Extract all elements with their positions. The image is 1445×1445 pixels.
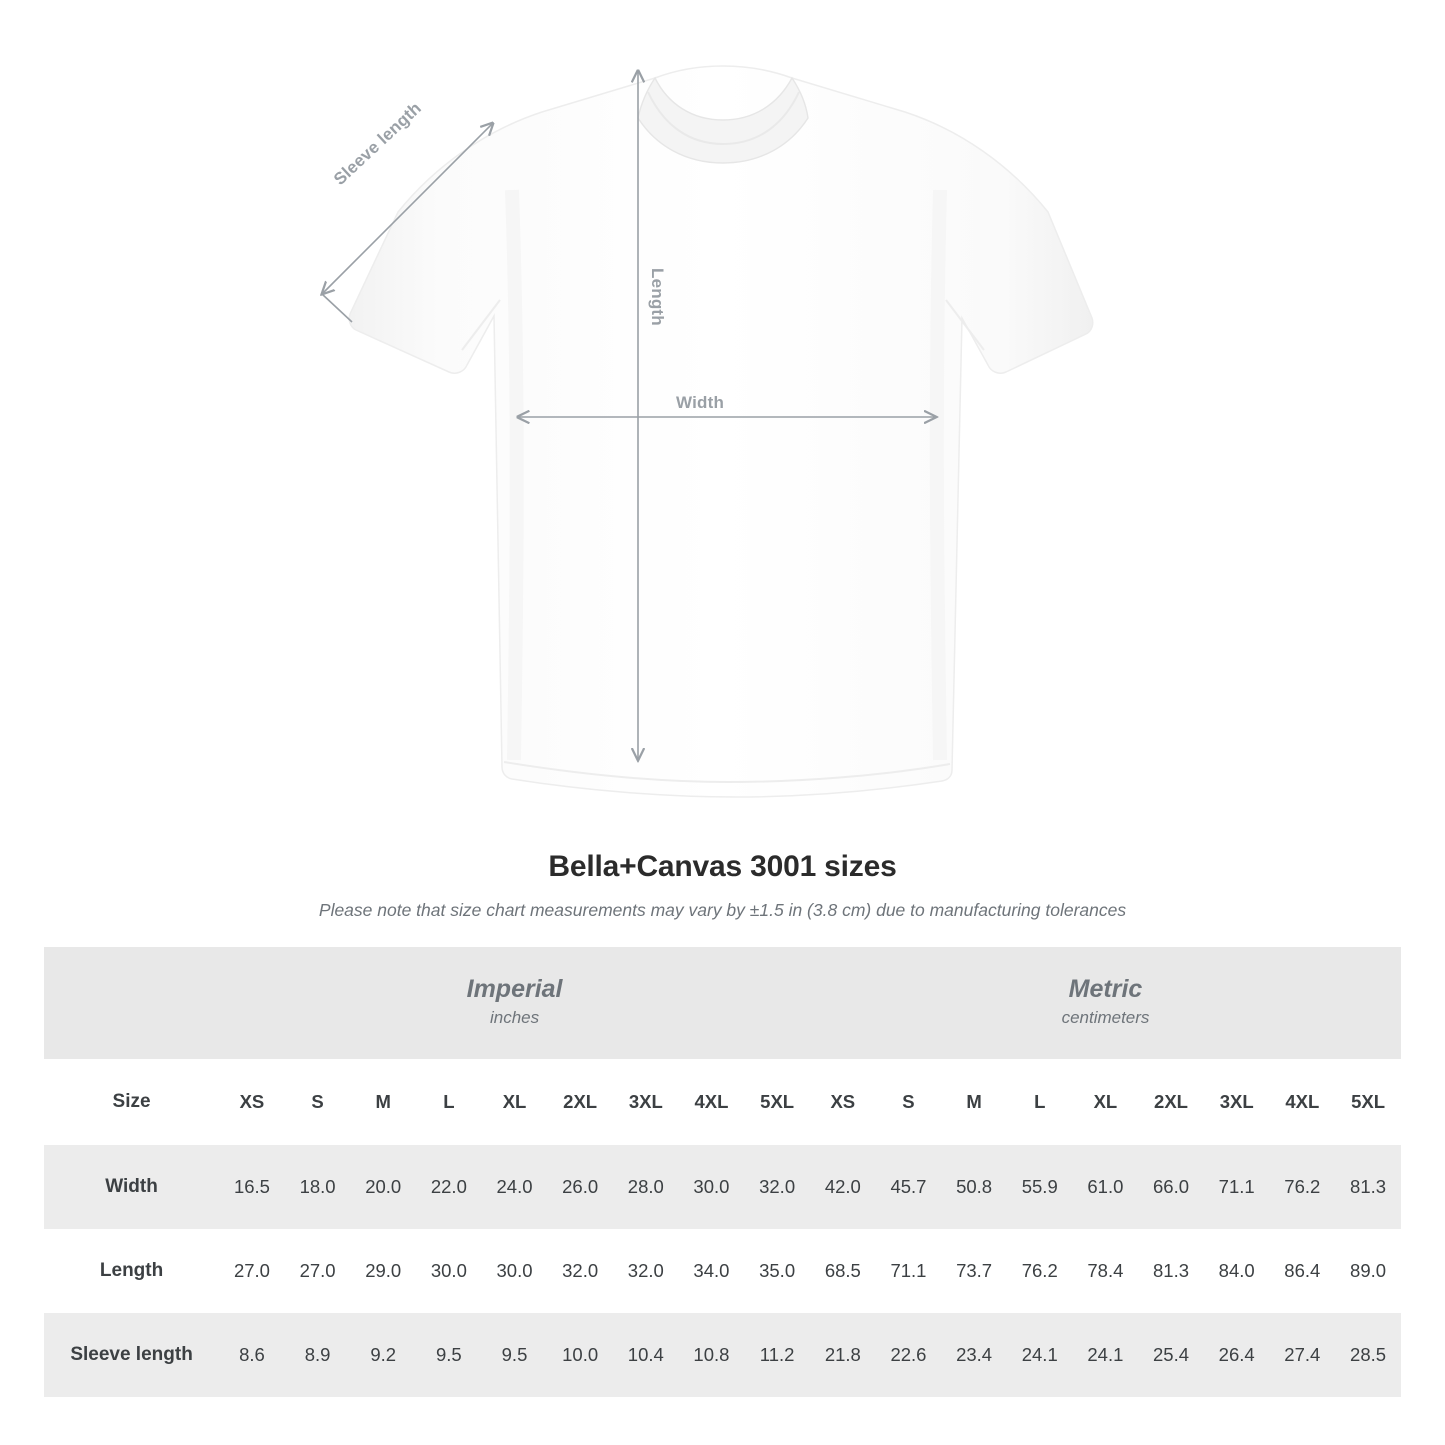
table-cell: 10.4 — [613, 1313, 679, 1397]
size-header-cell: 4XL — [1269, 1059, 1335, 1145]
size-header-cell: 4XL — [679, 1059, 745, 1145]
size-table-wrapper — [0, 947, 1445, 1397]
size-header-cell: 3XL — [613, 1059, 679, 1145]
table-cell: 50.8 — [941, 1145, 1007, 1229]
size-header-cell: 2XL — [1138, 1059, 1204, 1145]
tolerance-note: Please note that size chart measurements may vary by ±1.5 in (3.8 cm) due to manufacturing tolerances — [318, 900, 1127, 920]
table-cell: 28.0 — [613, 1145, 679, 1229]
table-cell: 76.2 — [1007, 1229, 1073, 1313]
table-cell: 21.8 — [810, 1313, 876, 1397]
imperial-group-name: Imperial — [466, 975, 563, 1004]
size-chart-table — [44, 947, 1401, 1397]
table-cell: 32.0 — [547, 1229, 613, 1313]
size-header-cell: XS — [810, 1059, 876, 1145]
table-cell: 22.6 — [876, 1313, 942, 1397]
table-cell: 89.0 — [1335, 1229, 1401, 1313]
unit-corner-cell — [44, 947, 219, 1059]
metric-group-unit: centimeters — [1061, 1007, 1150, 1027]
size-header-cell: M — [941, 1059, 1007, 1145]
table-cell: 76.2 — [1269, 1145, 1335, 1229]
table-cell: 73.7 — [941, 1229, 1007, 1313]
table-cell: 26.4 — [1204, 1313, 1270, 1397]
size-header-cell: M — [350, 1059, 416, 1145]
imperial-group-header — [219, 947, 810, 1059]
size-header-cell: S — [285, 1059, 351, 1145]
size-header-cell: 3XL — [1204, 1059, 1270, 1145]
size-header-cell: XL — [482, 1059, 548, 1145]
table-cell: 29.0 — [350, 1229, 416, 1313]
table-cell: 9.5 — [482, 1313, 548, 1397]
table-cell: 71.1 — [876, 1229, 942, 1313]
table-cell: 26.0 — [547, 1145, 613, 1229]
table-cell: 27.0 — [285, 1229, 351, 1313]
table-cell: 42.0 — [810, 1145, 876, 1229]
table-cell: 11.2 — [744, 1313, 810, 1397]
metric-group-name: Metric — [1068, 975, 1143, 1004]
table-cell: 27.4 — [1269, 1313, 1335, 1397]
table-cell: 20.0 — [350, 1145, 416, 1229]
table-cell: 25.4 — [1138, 1313, 1204, 1397]
chart-heading — [0, 850, 1445, 921]
table-cell: 10.0 — [547, 1313, 613, 1397]
imperial-group-unit: inches — [489, 1007, 540, 1027]
table-cell: 9.2 — [350, 1313, 416, 1397]
table-cell: 78.4 — [1073, 1229, 1139, 1313]
table-cell: 32.0 — [744, 1145, 810, 1229]
table-row — [44, 1229, 1401, 1313]
table-cell: 86.4 — [1269, 1229, 1335, 1313]
size-header-cell: 5XL — [1335, 1059, 1401, 1145]
table-cell: 24.1 — [1007, 1313, 1073, 1397]
table-cell: 66.0 — [1138, 1145, 1204, 1229]
length-dimension-label: Length — [648, 268, 667, 326]
table-row — [44, 1145, 1401, 1229]
size-header-cell: 5XL — [744, 1059, 810, 1145]
width-dimension-label: Width — [676, 393, 725, 412]
table-cell: 61.0 — [1073, 1145, 1139, 1229]
table-cell: 45.7 — [876, 1145, 942, 1229]
table-cell: 30.0 — [416, 1229, 482, 1313]
metric-group-header — [810, 947, 1401, 1059]
table-cell: 34.0 — [679, 1229, 745, 1313]
table-cell: 71.1 — [1204, 1145, 1270, 1229]
size-header-cell: XL — [1073, 1059, 1139, 1145]
table-cell: 55.9 — [1007, 1145, 1073, 1229]
size-header-row — [44, 1059, 1401, 1145]
table-cell: 16.5 — [219, 1145, 285, 1229]
table-cell: 32.0 — [613, 1229, 679, 1313]
table-cell: 35.0 — [744, 1229, 810, 1313]
table-cell: 9.5 — [416, 1313, 482, 1397]
table-cell: 18.0 — [285, 1145, 351, 1229]
size-header-cell: 2XL — [547, 1059, 613, 1145]
page-title: Bella+Canvas 3001 sizes — [548, 850, 897, 883]
table-cell: 24.1 — [1073, 1313, 1139, 1397]
table-cell: 23.4 — [941, 1313, 1007, 1397]
size-header-cell: XS — [219, 1059, 285, 1145]
table-cell: 24.0 — [482, 1145, 548, 1229]
row-label-width: Width — [44, 1145, 219, 1229]
table-cell: 8.9 — [285, 1313, 351, 1397]
table-cell: 84.0 — [1204, 1229, 1270, 1313]
table-cell: 81.3 — [1335, 1145, 1401, 1229]
table-cell: 28.5 — [1335, 1313, 1401, 1397]
table-cell: 30.0 — [482, 1229, 548, 1313]
size-header-cell: L — [416, 1059, 482, 1145]
size-row-header: Size — [44, 1059, 219, 1145]
sleeve-length-dimension-label: Sleeve length — [330, 98, 426, 189]
size-header-cell: S — [876, 1059, 942, 1145]
table-cell: 68.5 — [810, 1229, 876, 1313]
table-row — [44, 1313, 1401, 1397]
unit-header-row — [44, 947, 1401, 1059]
row-label-sleeve-length: Sleeve length — [44, 1313, 219, 1397]
table-cell: 30.0 — [679, 1145, 745, 1229]
row-label-length: Length — [44, 1229, 219, 1313]
table-cell: 8.6 — [219, 1313, 285, 1397]
table-cell: 22.0 — [416, 1145, 482, 1229]
table-cell: 81.3 — [1138, 1229, 1204, 1313]
table-cell: 27.0 — [219, 1229, 285, 1313]
table-cell: 10.8 — [679, 1313, 745, 1397]
size-header-cell: L — [1007, 1059, 1073, 1145]
